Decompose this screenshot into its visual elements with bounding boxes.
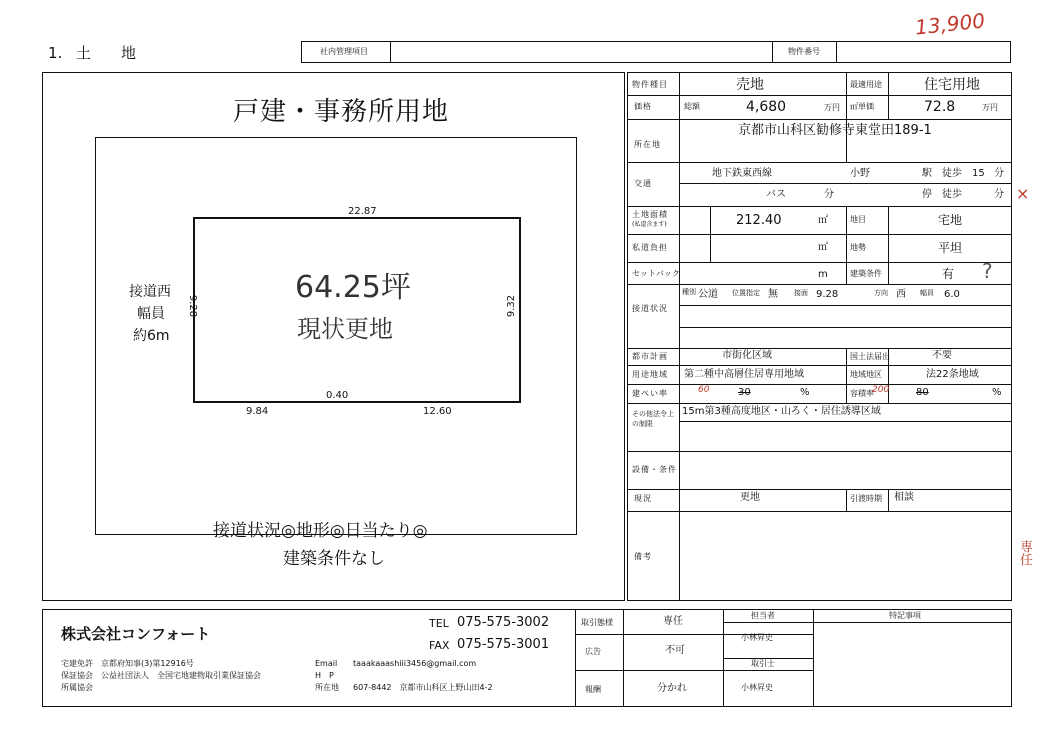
sqm: ㎡ (818, 215, 828, 226)
coverage-label: 建ぺい率 (632, 389, 668, 398)
far-hand: 200 (872, 385, 890, 395)
best-use-label: 最適用途 (850, 80, 882, 89)
property-no-label: 物件番号 (788, 47, 820, 56)
current-value: 更地 (740, 492, 760, 503)
dim-left: 9.28 (187, 294, 199, 318)
section-number: 1. (48, 44, 63, 62)
dim-top: 22.87 (348, 206, 377, 217)
deal-label: 取引態様 (581, 618, 613, 627)
total-value: 4,680 (746, 99, 787, 115)
land-cat-label: 地目 (850, 215, 866, 224)
land-area-sub: (私道含ます) (632, 221, 667, 228)
minute-label: 分 (994, 168, 1004, 179)
land-area-value: 212.40 (736, 213, 782, 228)
fax-value: 075-575-3001 (457, 637, 550, 652)
urban-plan-value: 市街化区域 (722, 350, 772, 361)
address-value: 京都市山科区勧修寺東堂田189-1 (738, 123, 932, 138)
build-cond-label: 建築条件 (850, 269, 882, 278)
company-name: 株式会社コンフォート (61, 625, 211, 643)
road-type-label: 種別 (682, 288, 696, 296)
area-text: 64.25坪 (295, 270, 411, 305)
line-value: 地下鉄東西線 (712, 168, 772, 179)
fax-label: FAX (429, 639, 450, 652)
handover-value: 相談 (894, 492, 914, 503)
unit-man2: 万円 (982, 103, 998, 112)
land-area-label: 土地面積 (632, 210, 668, 219)
footer-address: 607-8442 京都市山科区上野山田4-2 (353, 683, 493, 692)
type-label: 物件種目 (632, 80, 668, 89)
station-label: 駅 (922, 168, 932, 179)
header-bar (301, 41, 1011, 63)
staff-value: 小林昇史 (741, 633, 773, 642)
notify-label: 国土法届出 (850, 352, 890, 361)
land-cat-value: 宅地 (938, 213, 963, 227)
dim-bottom-left: 9.84 (246, 406, 269, 417)
road-label: 接道西 (129, 284, 171, 300)
corner-handwritten-price: 13,900 (913, 8, 987, 40)
other-value: 15m第3種高度地区・山ろく・居住誘導区域 (682, 406, 881, 417)
direction-value: 西 (896, 289, 906, 300)
other-label: その他法令上の制限 (632, 410, 674, 428)
setback-m: m (818, 269, 828, 280)
deal-value: 専任 (663, 616, 683, 627)
address-label: 所在地 (634, 140, 661, 149)
best-use-value: 住宅用地 (924, 77, 980, 93)
drawing-title: 戸建・事務所用地 (233, 97, 450, 127)
road-width-value: 6.0 (944, 289, 960, 300)
lot-shape (193, 217, 521, 403)
unit-man: 万円 (824, 103, 840, 112)
total-label: 総額 (684, 102, 700, 111)
email-value: taaakaaashiii3456@gmail.com (353, 659, 477, 668)
urban-plan-label: 都市計画 (632, 352, 668, 361)
far-label: 容積率 (850, 389, 874, 398)
dim-bottom-right: 12.60 (423, 406, 452, 417)
frontage-label: 接面 (794, 289, 808, 297)
margin-right-note: 専任 (1017, 540, 1032, 566)
handover-label: 引渡時期 (850, 494, 882, 503)
bus-minute: 分 (824, 189, 834, 200)
tel-value: 075-575-3002 (457, 615, 550, 630)
zoning-value: 第二種中高層住居専用地域 (684, 369, 804, 380)
section-title: 土 地 (76, 44, 137, 62)
stop-minute: 分 (994, 189, 1004, 200)
current-label: 現況 (634, 494, 652, 503)
walk-label: 徒歩 (942, 168, 962, 179)
width-label: 幅員 (137, 306, 165, 322)
road-status-label: 接道状況 (632, 304, 668, 313)
stop-label: 停 (922, 189, 932, 200)
coverage-value: 30 (738, 387, 751, 398)
road-type-value: 公道 (698, 289, 718, 300)
designation-value: 無 (768, 289, 778, 300)
station-value: 小野 (850, 168, 870, 179)
road-width-label: 幅員 (920, 289, 934, 297)
district-value: 法22条地域 (926, 369, 979, 380)
far-pct: % (992, 387, 1002, 398)
info-table (627, 72, 1012, 601)
width-value: 約6m (133, 328, 170, 344)
build-cond-value: 有 (942, 267, 955, 281)
terrain-label: 地勢 (850, 243, 866, 252)
coverage-pct: % (800, 387, 810, 398)
walk-value: 15 (972, 168, 985, 179)
special-label: 特記事項 (889, 611, 921, 620)
dim-bottom-mid: 0.40 (326, 390, 349, 401)
dim-right: 9.32 (506, 294, 518, 318)
unit-price-label: ㎡単価 (850, 102, 874, 111)
broker-label: 取引士 (751, 659, 775, 668)
designation-label: 位置指定 (732, 289, 760, 297)
fee-label: 報酬 (585, 685, 601, 694)
type-value: 売地 (736, 77, 764, 93)
price-label: 価格 (634, 102, 652, 111)
ad-value: 不可 (665, 645, 685, 656)
caption-line2: 建築条件なし (283, 549, 385, 569)
notify-value: 不要 (932, 350, 952, 361)
internal-label: 社内管理項目 (320, 47, 368, 56)
assoc: 保証協会 公益社団法人 全国宅地建物取引業保証協会 (61, 671, 261, 680)
question-mark: ? (982, 259, 993, 283)
stop-walk: 徒歩 (942, 189, 962, 200)
status-text: 現状更地 (297, 315, 393, 343)
caption-line1: 接道状況◎地形◎日当たり◎ (213, 521, 428, 541)
remarks-label: 備考 (634, 552, 652, 561)
setback-label: セットバック (632, 269, 680, 278)
fee-value: 分かれ (657, 683, 687, 694)
transport-label: 交通 (634, 179, 652, 188)
private-road-label: 私道負担 (632, 243, 668, 252)
district-label: 地域地区 (850, 370, 882, 379)
zoning-label: 用途地域 (632, 370, 668, 379)
bus-label: バス (766, 189, 786, 200)
direction-label: 方向 (874, 289, 888, 297)
footer-panel (42, 609, 1012, 707)
unit-price-value: 72.8 (924, 99, 956, 115)
facility-label: 設備・条件 (632, 465, 677, 474)
hp-label: H P (315, 671, 334, 680)
far-value: 80 (916, 387, 929, 398)
tel-label: TEL (429, 617, 449, 630)
broker-value: 小林昇史 (741, 683, 773, 692)
email-label: Email (315, 659, 338, 668)
private-sqm: ㎡ (818, 242, 828, 253)
staff-label: 担当者 (751, 611, 775, 620)
drawing-panel (42, 72, 625, 601)
terrain-value: 平坦 (938, 241, 963, 255)
member: 所属協会 (61, 683, 93, 692)
margin-x-mark: × (1016, 184, 1030, 203)
frontage-value: 9.28 (816, 289, 839, 300)
footer-address-label: 所在地 (315, 683, 339, 692)
coverage-hand: 60 (698, 385, 710, 395)
license: 宅建免許 京都府知事(3)第12916号 (61, 659, 194, 668)
ad-label: 広告 (585, 647, 601, 656)
